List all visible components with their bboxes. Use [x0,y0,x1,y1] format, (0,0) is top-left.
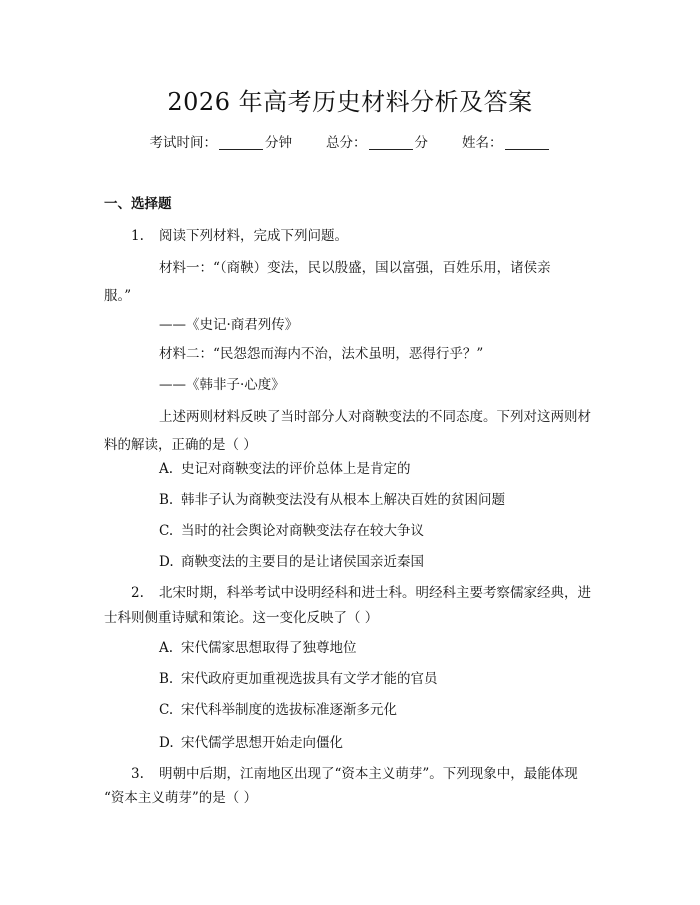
time-blank [219,135,263,150]
option-text: 宋代儒家思想取得了独尊地位 [181,640,357,656]
material-2: 材料二：“民怨怨而海内不治，法术虽明，恶得行乎？” [159,346,484,362]
option-c [159,519,424,539]
score-label: 总分： [326,135,367,151]
score-blank [369,135,413,150]
question-text: 明朝中后期，江南地区出现了“资本主义萌芽”。下列现象中，最能体现 [159,766,578,782]
question-number: 1. [131,228,144,244]
option-label: C. [159,523,174,539]
score-unit: 分 [414,135,428,151]
material-1-line-2: 服。” [104,288,132,304]
option-text: 韩非子认为商鞅变法没有从根本上解决百姓的贫困问题 [181,492,505,508]
material-1-source: ——《史记·商君列传》 [159,317,299,333]
section-heading: 一、选择题 [104,196,172,212]
option-label: B. [159,671,174,687]
option-label: A. [159,640,174,656]
option-a [159,457,411,477]
question-3-line-1 [131,762,578,782]
option-a [159,636,357,656]
option-label: D. [159,554,174,570]
question-1-prompt-line-1: 上述两则材料反映了当时部分人对商鞅变法的不同态度。下列对这两则材 [159,409,591,425]
option-text: 当时的社会舆论对商鞅变法存在较大争议 [181,523,424,539]
option-text: 宋代科举制度的选拔标准逐渐多元化 [181,702,397,718]
material-1-line-1: 材料一：“（商鞅）变法，民以殷盛，国以富强，百姓乐用，诸侯亲 [159,260,551,276]
option-b [159,488,505,508]
name-label: 姓名： [462,135,503,151]
name-blank [505,135,549,150]
time-label: 考试时间： [149,135,217,151]
question-2-line-1 [131,581,591,601]
question-1-prompt-line-2: 料的解读，正确的是（ ） [104,437,257,453]
option-d [159,550,424,570]
option-text: 史记对商鞅变法的评价总体上是肯定的 [181,461,411,477]
option-label: C. [159,702,174,718]
page-title: 2026 年高考历史材料分析及答案 [167,88,533,116]
material-2-source: ——《韩非子·心度》 [159,377,285,393]
option-text: 商鞅变法的主要目的是让诸侯国亲近秦国 [181,554,424,570]
question-2-line-2: 士科则侧重诗赋和策论。这一变化反映了（ ） [104,610,379,626]
time-unit: 分钟 [265,135,292,151]
option-d [159,731,343,751]
question-number: 2. [131,585,144,601]
option-label: B. [159,492,174,508]
option-text: 宋代儒学思想开始走向僵化 [181,735,343,751]
question-3-line-2: “资本主义萌芽”的是（ ） [104,790,258,806]
question-number: 3. [131,766,144,782]
question-text: 北宋时期，科举考试中设明经科和进士科。明经科主要考察儒家经典，进 [159,585,591,601]
option-c [159,698,397,718]
question-text: 阅读下列材料，完成下列问题。 [159,228,348,244]
option-text: 宋代政府更加重视选拔具有文学才能的官员 [181,671,438,687]
question-1-stem [131,224,348,244]
option-label: D. [159,735,174,751]
option-b [159,667,438,687]
exam-meta-line [0,131,700,151]
option-label: A. [159,461,174,477]
